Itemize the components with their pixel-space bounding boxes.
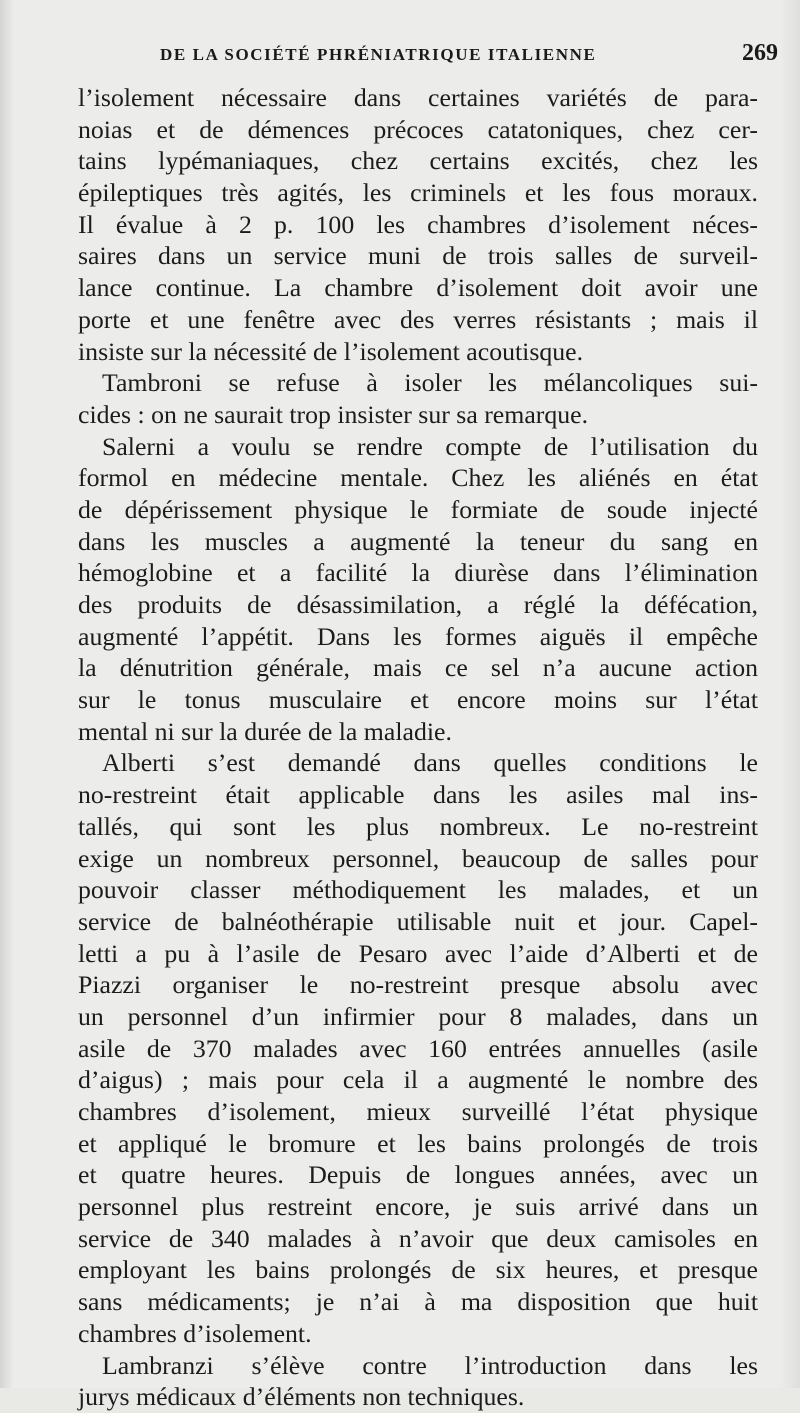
- text-line: porte et une fenêtre avec des verres résistants ; mais il: [78, 304, 758, 334]
- text-line: Piazzi organiser le no-restreint presque absolu avec: [78, 970, 758, 1000]
- running-header: [160, 40, 780, 70]
- text-line: asile de 370 malades avec 160 entrées annuelles (asile: [78, 1033, 758, 1063]
- text-line: de dépérissement physique le formiate de soude injecté: [78, 494, 758, 524]
- text-line: Alberti s’est demandé dans quelles conditions le: [102, 748, 758, 778]
- text-line: noias et de démences précoces catatoniques, chez cer-: [78, 114, 758, 144]
- text-line: formol en médecine mentale. Chez les aliénés en état: [78, 463, 758, 493]
- text-line: dans les muscles a augmenté la teneur du sang en: [78, 526, 758, 556]
- text-line: no-restreint était applicable dans les asiles mal ins-: [78, 780, 758, 810]
- text-line: exige un nombreux personnel, beaucoup de salles pour: [78, 843, 758, 873]
- text-line: et quatre heures. Depuis de longues années, avec un: [78, 1160, 758, 1190]
- text-line: et appliqué le bromure et les bains prolongés de trois: [78, 1128, 758, 1158]
- text-line: un personnel d’un infirmier pour 8 malades, dans un: [78, 1001, 758, 1031]
- text-line: letti a pu à l’asile de Pesaro avec l’aide d’Alberti et de: [78, 938, 758, 968]
- text-line: personnel plus restreint encore, je suis arrivé dans un: [78, 1192, 758, 1222]
- running-title: DE LA SOCIÉTÉ PHRÉNIATRIQUE ITALIENNE: [160, 45, 597, 64]
- text-line: l’isolement nécessaire dans certaines variétés de para-: [78, 83, 758, 112]
- text-line: tallés, qui sont les plus nombreux. Le no-restreint: [78, 811, 758, 841]
- text-line: augmenté l’appétit. Dans les formes aiguës il empêche: [78, 621, 758, 651]
- page-number: 269: [742, 40, 778, 66]
- text-line: Il évalue à 2 p. 100 les chambres d’isolement néces-: [78, 209, 758, 239]
- text-line: Salerni a voulu se rendre compte de l’utilisation du: [102, 431, 758, 461]
- text-line: jurys médicaux d’éléments non techniques.: [78, 1382, 525, 1412]
- text-line: Lambranzi s’élève contre l’introduction dans les: [102, 1350, 758, 1380]
- body-text: [78, 82, 758, 1413]
- text-line: insiste sur la nécessité de l’isolement acoutisque.: [78, 336, 584, 366]
- text-line: saires dans un service muni de trois salles de surveil-: [78, 241, 758, 271]
- text-line: sans médicaments; je n’ai à ma disposition que huit: [78, 1287, 758, 1317]
- text-line: pouvoir classer méthodiquement les malades, et un: [78, 875, 758, 905]
- text-line: la dénutrition générale, mais ce sel n’a aucune action: [78, 653, 758, 683]
- text-line: des produits de désassimilation, a réglé la défécation,: [78, 590, 758, 619]
- text-line: chambres d’isolement.: [78, 1318, 312, 1348]
- text-line: service de balnéothérapie utilisable nuit et jour. Capel-: [78, 906, 758, 936]
- text-line: mental ni sur la durée de la maladie.: [78, 716, 452, 746]
- text-line: hémoglobine et a facilité la diurèse dans l’élimination: [78, 558, 758, 588]
- text-line: sur le tonus musculaire et encore moins sur l’état: [78, 685, 758, 715]
- text-line: tains lypémaniaques, chez certains excités, chez les: [78, 146, 758, 176]
- text-line: d’aigus) ; mais pour cela il a augmenté le nombre des: [78, 1065, 758, 1095]
- text-line: Tambroni se refuse à isoler les mélancoliques sui-: [102, 368, 758, 398]
- text-line: épileptiques très agités, les criminels et les fous moraux.: [78, 178, 758, 208]
- text-line: lance continue. La chambre d’isolement doit avoir une: [78, 273, 758, 303]
- text-line: service de 340 malades à n’avoir que deux camisoles en: [78, 1223, 758, 1253]
- text-line: chambres d’isolement, mieux surveillé l’état physique: [78, 1097, 758, 1126]
- text-line: employant les bains prolongés de six heures, et presque: [78, 1255, 758, 1285]
- text-line: cides : on ne saurait trop insister sur sa remarque.: [78, 399, 589, 429]
